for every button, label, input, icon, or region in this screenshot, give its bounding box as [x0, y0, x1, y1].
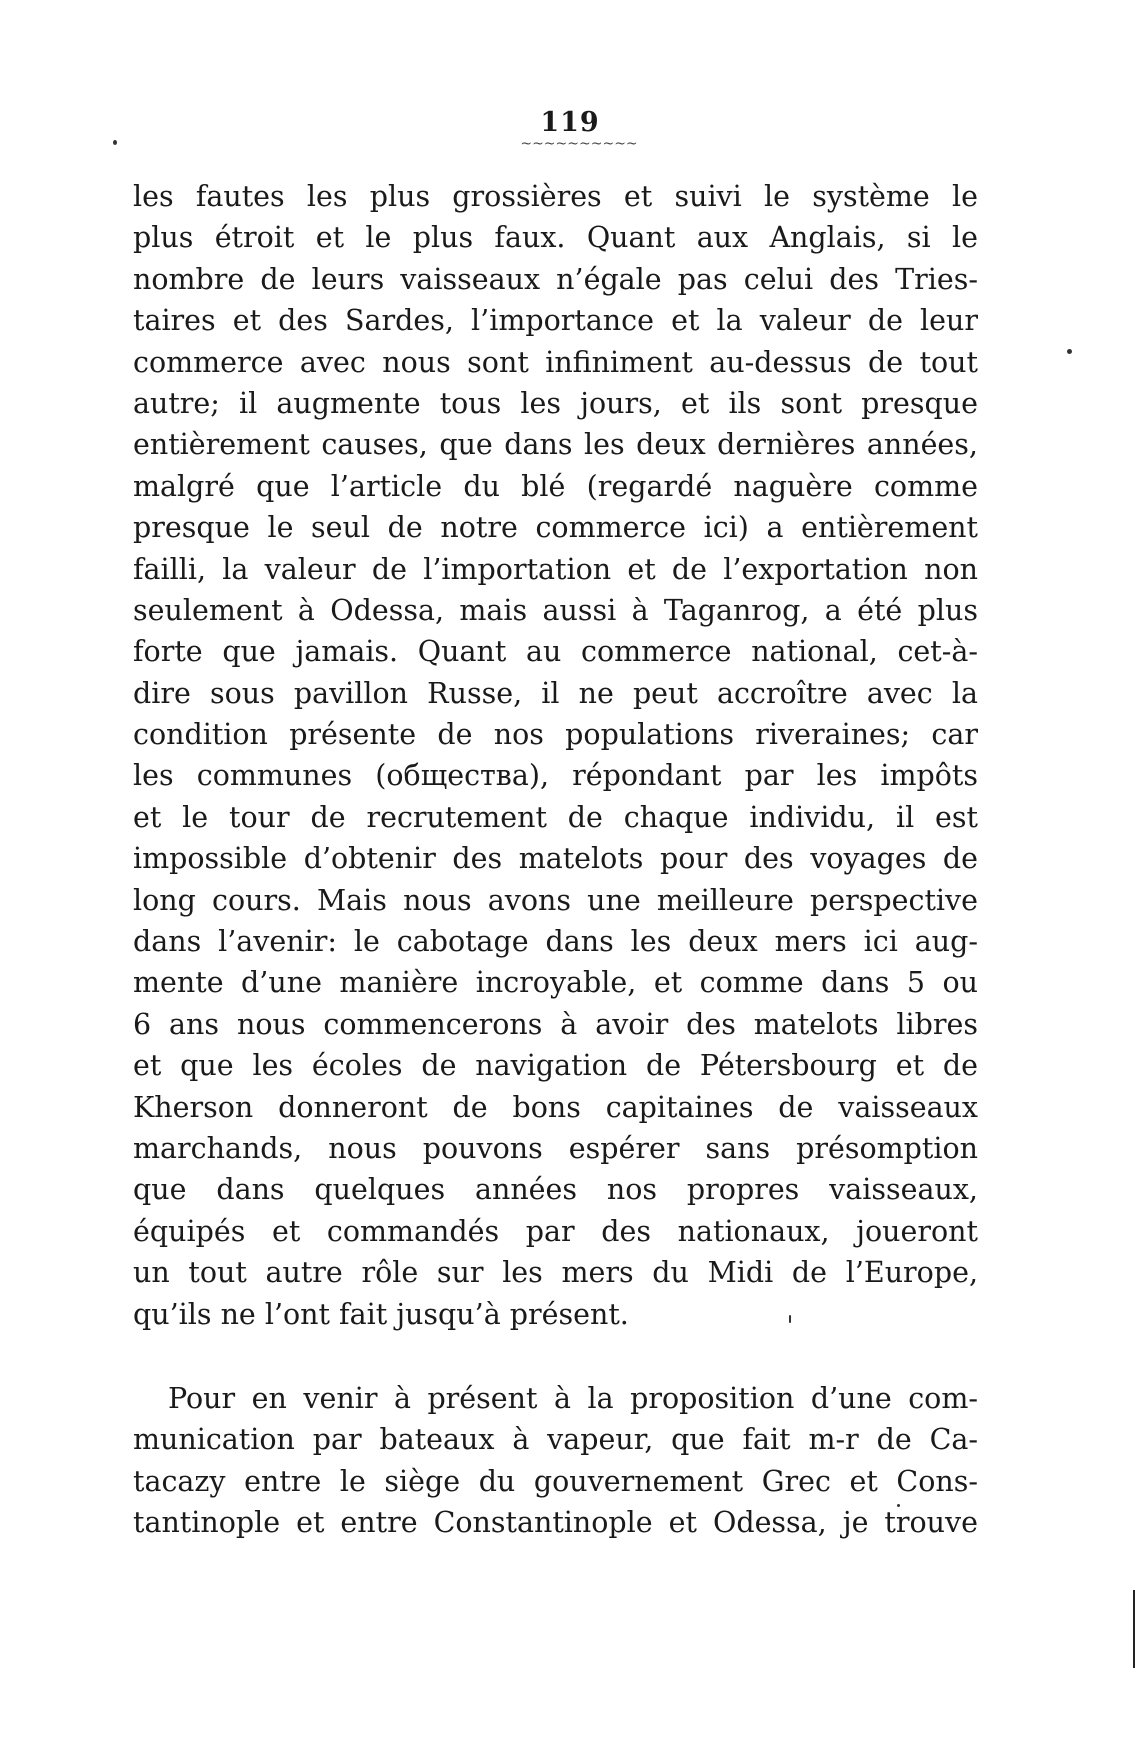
text-line: tantinople et entre Constantinople et Odessa, je trouve — [133, 1506, 978, 1540]
text-line: qu’ils ne l’ont fait jusqu’à présent. — [133, 1297, 629, 1331]
text-line: équipés et commandés par des nationaux, joueront — [133, 1214, 978, 1248]
text-line: dans l’avenir: le cabotage dans les deux mers ici aug- — [133, 925, 978, 959]
page-number: 119 — [540, 107, 600, 138]
scan-edge-mark — [1133, 1590, 1135, 1668]
text-line: forte que jamais. Quant au commerce national, cet-à- — [133, 635, 978, 669]
text-line: dire sous pavillon Russe, il ne peut accroître avec la — [133, 676, 978, 710]
text-line: que dans quelques années nos propres vaisseaux, — [133, 1173, 978, 1207]
text-line: presque le seul de notre commerce ici) a entièrement — [133, 511, 978, 545]
text-line: tacazy entre le siège du gouvernement Grec et Cons- — [133, 1464, 978, 1498]
text-line: munication par bateaux à vapeur, que fait m-r de Ca- — [133, 1423, 978, 1457]
text-line: malgré que l’article du blé (regardé naguère comme — [133, 469, 978, 503]
text-line: condition présente de nos populations riveraines; car — [133, 718, 978, 752]
text-line: nombre de leurs vaisseaux n’égale pas celui des Tries- — [133, 262, 978, 296]
paragraph-1 — [133, 176, 978, 1335]
text-line: 6 ans nous commencerons à avoir des matelots libres — [133, 1007, 978, 1041]
page-header — [470, 108, 670, 150]
text-line: et le tour de recrutement de chaque individu, il est — [133, 800, 978, 834]
text-line: entièrement causes, que dans les deux dernières années, — [133, 428, 978, 462]
text-line: marchands, nous pouvons espérer sans présomption — [133, 1131, 978, 1165]
text-line: autre; il augmente tous les jours, et ils sont presque — [133, 386, 978, 420]
paragraph-spacer — [133, 1335, 978, 1378]
text-line: un tout autre rôle sur les mers du Midi de l’Europe, — [133, 1256, 978, 1290]
print-speck — [1067, 349, 1072, 354]
print-speck — [113, 140, 117, 145]
text-line: Kherson donneront de bons capitaines de vaisseaux — [133, 1090, 978, 1124]
text-line: long cours. Mais nous avons une meilleure perspective — [133, 883, 978, 917]
text-line: impossible d’obtenir des matelots pour des voyages de — [133, 842, 978, 876]
text-line: Pour en venir à présent à la proposition d’une com- — [168, 1381, 978, 1415]
text-line: seulement à Odessa, mais aussi à Taganrog, a été plus — [133, 593, 978, 627]
text-line: les communes (общества), répondant par les impôts — [133, 759, 978, 793]
text-line: plus étroit et le plus faux. Quant aux Anglais, si le — [133, 221, 978, 255]
text-line: et que les écoles de navigation de Pétersbourg et de — [133, 1049, 978, 1083]
text-line: failli, la valeur de l’importation et de l’exportation non — [133, 552, 978, 586]
text-line: taires et des Sardes, l’importance et la valeur de leur — [133, 304, 978, 338]
page-body — [133, 176, 978, 1544]
text-line: mente d’une manière incroyable, et comme dans 5 ou — [133, 966, 978, 1000]
text-line: commerce avec nous sont infiniment au-dessus de tout — [133, 345, 978, 379]
text-line: les fautes les plus grossières et suivi le système le — [133, 180, 978, 213]
paragraph-2 — [133, 1378, 978, 1544]
page-number-ornament: ~~~~~~~~~~ — [520, 136, 638, 152]
